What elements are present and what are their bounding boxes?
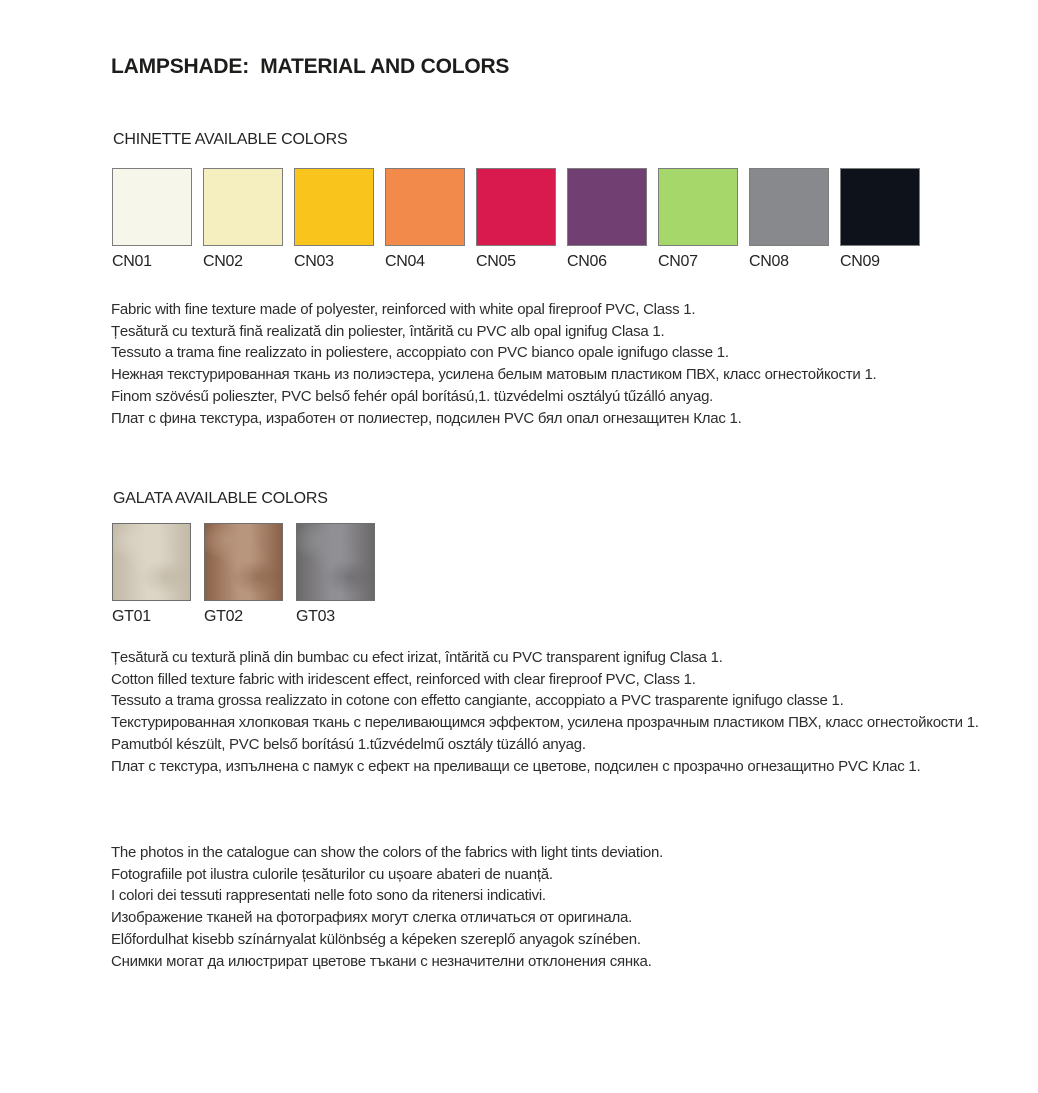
swatch-color-box	[658, 168, 738, 246]
swatch-color-box	[385, 168, 465, 246]
description-line: Tessuto a trama grossa realizzato in cotone con effetto cangiante, accoppiato a PVC trasparente ignifugo classe 1.	[111, 692, 844, 710]
color-swatch-cn09	[840, 168, 920, 271]
swatch-color-box	[112, 523, 191, 601]
swatch-color-box	[296, 523, 375, 601]
description-line: Нежная текстурированная ткань из полиэстера, усилена белым матовым пластиком ПВХ, класс огнестойкости 1.	[111, 366, 877, 384]
swatch-code-label: CN09	[840, 253, 880, 270]
swatch-color-box	[112, 168, 192, 246]
color-swatch-cn07	[658, 168, 738, 271]
description-line: Finom szövésű polieszter, PVC belső fehér opál borítású,1. tüzvédelmi osztályú tűzálló anyag.	[111, 387, 714, 405]
swatch-code-label: GT03	[296, 608, 335, 625]
swatch-code-label: CN02	[203, 253, 243, 270]
description-line: Плат с фина текстура, изработен от полиестер, подсилен PVC бял опал огнезащитен Клас 1.	[111, 409, 742, 427]
color-swatch-gt02	[204, 523, 283, 626]
swatch-code-label: CN05	[476, 253, 516, 270]
swatch-code-label: CN08	[749, 253, 789, 270]
swatch-code-label: CN04	[385, 253, 425, 270]
description-line: The photos in the catalogue can show the colors of the fabrics with light tints deviation.	[111, 844, 663, 861]
description-line: Снимки могат да илюстрират цветове тъкани с незначителни отклонения сянка.	[111, 952, 652, 970]
description-line: Pamutból készült, PVC belső borítású 1.tűzvédelmű osztály tüzálló anyag.	[111, 735, 586, 753]
description-line: I colori dei tessuti rappresentati nelle foto sono da ritenersi indicativi.	[111, 887, 546, 905]
swatch-color-box	[204, 523, 283, 601]
notes-paragraph	[111, 842, 663, 972]
swatch-code-label: CN03	[294, 253, 334, 270]
color-swatch-cn03	[294, 168, 374, 271]
color-swatch-gt03	[296, 523, 375, 626]
description-line: Fotografiile pot ilustra culorile țesăturilor cu ușoare abateri de nuanță.	[111, 865, 553, 883]
swatch-color-box	[840, 168, 920, 246]
galata-section-heading: GALATA AVAILABLE COLORS	[113, 490, 328, 507]
description-line: Fabric with fine texture made of polyester, reinforced with white opal fireproof PVC, Class 1.	[111, 301, 696, 318]
color-swatch-cn04	[385, 168, 465, 271]
color-swatch-gt01	[112, 523, 191, 626]
swatch-color-box	[476, 168, 556, 246]
description-line: Tessuto a trama fine realizzato in poliestere, accoppiato con PVC bianco opale ignifugo classe 1.	[111, 344, 729, 362]
description-line: Țesătură cu textură fină realizată din poliester, întărită cu PVC alb opal ignifug Clasa 1.	[111, 322, 665, 340]
chinette-description	[111, 299, 876, 429]
swatch-color-box	[294, 168, 374, 246]
swatch-code-label: CN07	[658, 253, 698, 270]
color-swatch-cn02	[203, 168, 283, 271]
description-line: Изображение тканей на фотографиях могут слегка отличаться от оригинала.	[111, 909, 633, 927]
swatch-color-box	[203, 168, 283, 246]
description-line: Țesătură cu textură plină din bumbac cu efect irizat, întărită cu PVC transparent ignifug Clasa 1.	[111, 649, 723, 666]
galata-description	[111, 647, 979, 777]
color-swatch-cn06	[567, 168, 647, 271]
swatch-color-box	[749, 168, 829, 246]
swatch-code-label: CN01	[112, 253, 152, 270]
color-swatch-cn01	[112, 168, 192, 271]
description-line: Плат с текстура, изпълнена с памук с ефект на преливащи се цветове, подсилен с прозрачно огнезащитно PVC Клас 1.	[111, 757, 921, 775]
description-line: Текстурированная хлопковая ткань с переливающимся эффектом, усилена прозрачным пластиком ПВХ, класс огнестойкости 1.	[111, 714, 979, 732]
color-swatch-cn05	[476, 168, 556, 271]
galata-swatch-row	[112, 523, 388, 626]
description-line: Előfordulhat kisebb színárnyalat különbség a képeken szereplő anyagok színében.	[111, 930, 641, 948]
description-line: Cotton filled texture fabric with iridescent effect, reinforced with clear fireproof PVC, Class 1.	[111, 670, 696, 688]
swatch-code-label: GT02	[204, 608, 243, 625]
swatch-code-label: CN06	[567, 253, 607, 270]
page-title: LAMPSHADE: MATERIAL AND COLORS	[111, 55, 510, 78]
color-swatch-cn08	[749, 168, 829, 271]
chinette-swatch-row	[112, 168, 931, 271]
chinette-section-heading: CHINETTE AVAILABLE COLORS	[113, 131, 348, 148]
swatch-color-box	[567, 168, 647, 246]
swatch-code-label: GT01	[112, 608, 151, 625]
